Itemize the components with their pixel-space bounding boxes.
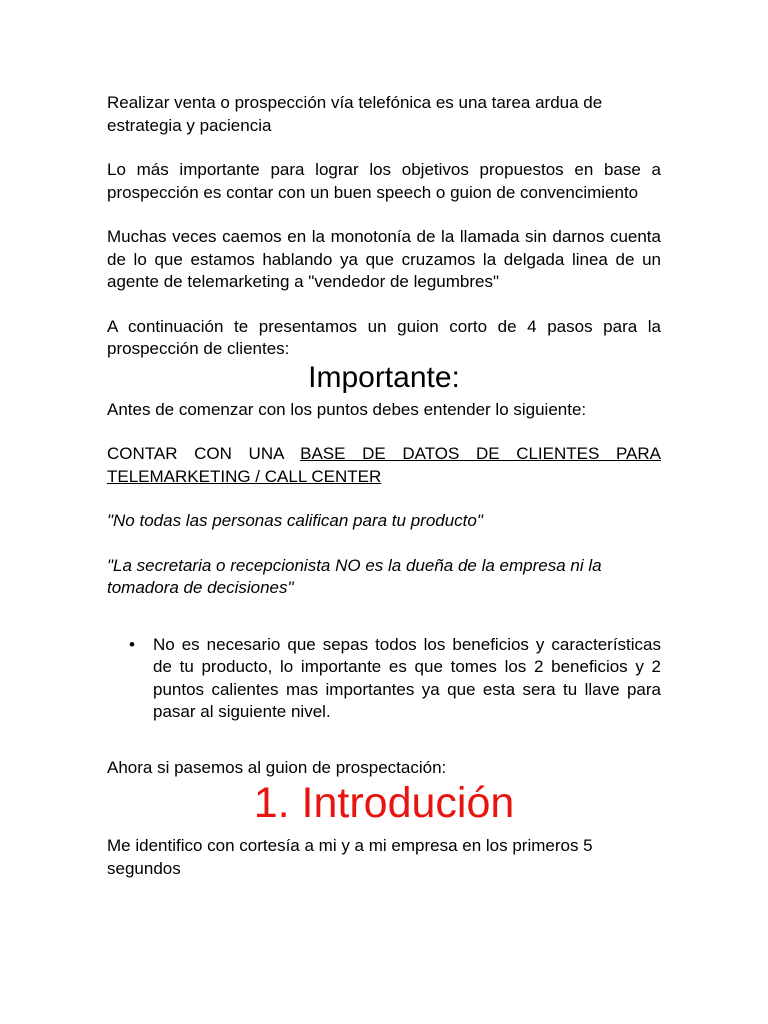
before-starting-line: Antes de comenzar con los puntos debes entender lo siguiente: (107, 399, 587, 419)
bullet-text: No es necesario que sepas todos los beneficios y características de tu producto, lo importante es que tomes los 2 beneficios y 2 puntos calientes mas importantes ya que esta sera tu llave para pasar al siguiente nivel. (153, 634, 661, 721)
quote-qualify: "No todas las personas califican para tu producto" (107, 511, 483, 530)
bullet-icon: • (129, 634, 135, 654)
section-body-introduction: Me identifico con cortesía a mi y a mi empresa en los primeros 5 segundos (107, 836, 593, 878)
tips-list (107, 634, 661, 724)
paragraph-objectives: Lo más importante para lograr los objetivos propuestos en base a prospección es contar con un buen speech o guion de convencimiento (107, 160, 661, 202)
transition-line: Ahora si pasemos al guion de prospectación: (107, 757, 447, 777)
paragraph-monotony: Muchas veces caemos en la monotonía de la llamada sin darnos cuenta de lo que estamos hablando ya que cruzamos la delgada linea de un agente de telemarketing a "vendedor de legumbres" (107, 227, 661, 291)
quote-secretary: "La secretaria o recepcionista NO es la dueña de la empresa ni la tomadora de decisiones" (107, 555, 602, 597)
important-heading: Importante: (308, 360, 460, 394)
document-page (107, 92, 661, 902)
paragraph-intro: Realizar venta o prospección vía telefónica es una tarea ardua de estrategia y paciencia (107, 93, 603, 135)
database-link[interactable]: BASE DE DATOS DE CLIENTES PARA TELEMARKETING / CALL CENTER (107, 444, 661, 486)
database-line (107, 443, 661, 488)
paragraph-guide-intro: A continuación te presentamos un guion corto de 4 pasos para la prospección de clientes: (107, 316, 661, 358)
section-title-introduction: 1. Introdución (253, 779, 515, 827)
database-line-prefix: CONTAR CON UNA (107, 444, 301, 463)
list-item (107, 634, 661, 724)
